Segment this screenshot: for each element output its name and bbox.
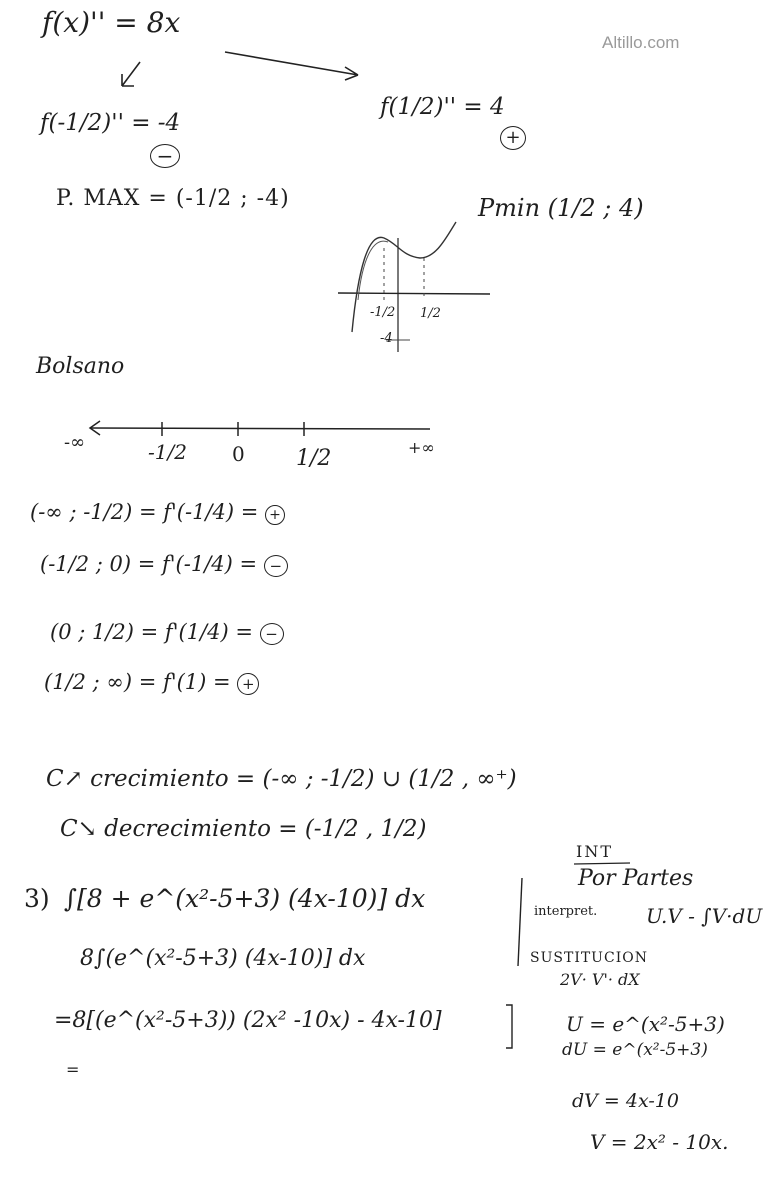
sign-negative-badge: − [260, 623, 284, 645]
second-derivative-neg-half: f(-1/2)'' = -4 [40, 110, 181, 136]
arrow-right-icon [225, 52, 358, 80]
bolzano-title: Bolsano [36, 354, 125, 379]
second-derivative-half: f(1/2)'' = 4 [380, 94, 505, 120]
interval-text: (-1/2 ; 0) = f'(-1/4) = [40, 552, 264, 576]
graph-label-neg-half: -1/2 [370, 305, 396, 320]
arrow-down-left-icon [122, 62, 140, 86]
side-notes-subtitle: Por Partes [578, 866, 694, 891]
sign-negative-badge: − [150, 144, 180, 168]
number-line-label: +∞ [408, 438, 435, 457]
graph-x-axis [338, 293, 490, 294]
number-line-label: 0 [232, 442, 245, 466]
integral-line-3: =8[(e^(x²-5+3)) (2x² -10x) - 4x-10] [54, 1008, 442, 1033]
number-line [90, 428, 430, 429]
integral-line-4: = [66, 1060, 80, 1079]
sust-formula: 2V· V'· dX [560, 970, 640, 989]
interp-label: interpret. [534, 904, 598, 919]
number-line-label: 1/2 [296, 446, 332, 471]
interval-row [30, 500, 285, 525]
side-notes-title: INT [576, 842, 613, 861]
sign-positive-badge: + [500, 126, 526, 150]
interval-text: (0 ; 1/2) = f'(1/4) = [50, 620, 260, 644]
number-line-label: -∞ [64, 432, 86, 453]
interval-row [44, 670, 259, 695]
du-definition: dU = e^(x²-5+3) [562, 1040, 708, 1060]
number-line-label: -1/2 [148, 440, 187, 464]
graph-label-half: 1/2 [420, 306, 441, 321]
interval-row [50, 620, 284, 645]
watermark: Altillo.com [602, 33, 680, 52]
increasing-intervals: C↗ crecimiento = (-∞ ; -1/2) ∪ (1/2 , ∞⁺) [46, 766, 517, 792]
exercise-number: 3) [24, 884, 50, 913]
decreasing-intervals: C↘ decrecimiento = (-1/2 , 1/2) [60, 816, 427, 842]
interval-row [40, 552, 288, 577]
dv-definition: dV = 4x-10 [572, 1090, 679, 1112]
graph-label-neg-four: -4 [380, 331, 393, 346]
interp-formula: U.V - ∫V·dU [646, 904, 763, 928]
integral-line-1: ∫[8 + e^(x²-5+3) (4x-10)] dx [64, 884, 426, 913]
sign-positive-badge: + [265, 505, 285, 525]
u-definition: U = e^(x²-5+3) [566, 1012, 725, 1036]
p-min: Pmin (1/2 ; 4) [478, 194, 644, 222]
second-derivative-general: f(x)'' = 8x [42, 6, 181, 39]
integral-line-2: 8∫(e^(x²-5+3) (4x-10)] dx [80, 946, 366, 971]
interval-text: (-∞ ; -1/2) = f'(-1/4) = [30, 500, 266, 524]
sign-negative-badge: − [264, 555, 288, 577]
side-notes-divider [518, 878, 522, 966]
v-definition: V = 2x² - 10x. [590, 1130, 729, 1154]
sign-positive-badge: + [237, 673, 259, 695]
interval-text: (1/2 ; ∞) = f'(1) = [44, 670, 238, 694]
sust-label: SUSTITUCION [530, 950, 648, 966]
p-max: P. MAX = (-1/2 ; -4) [56, 186, 290, 211]
